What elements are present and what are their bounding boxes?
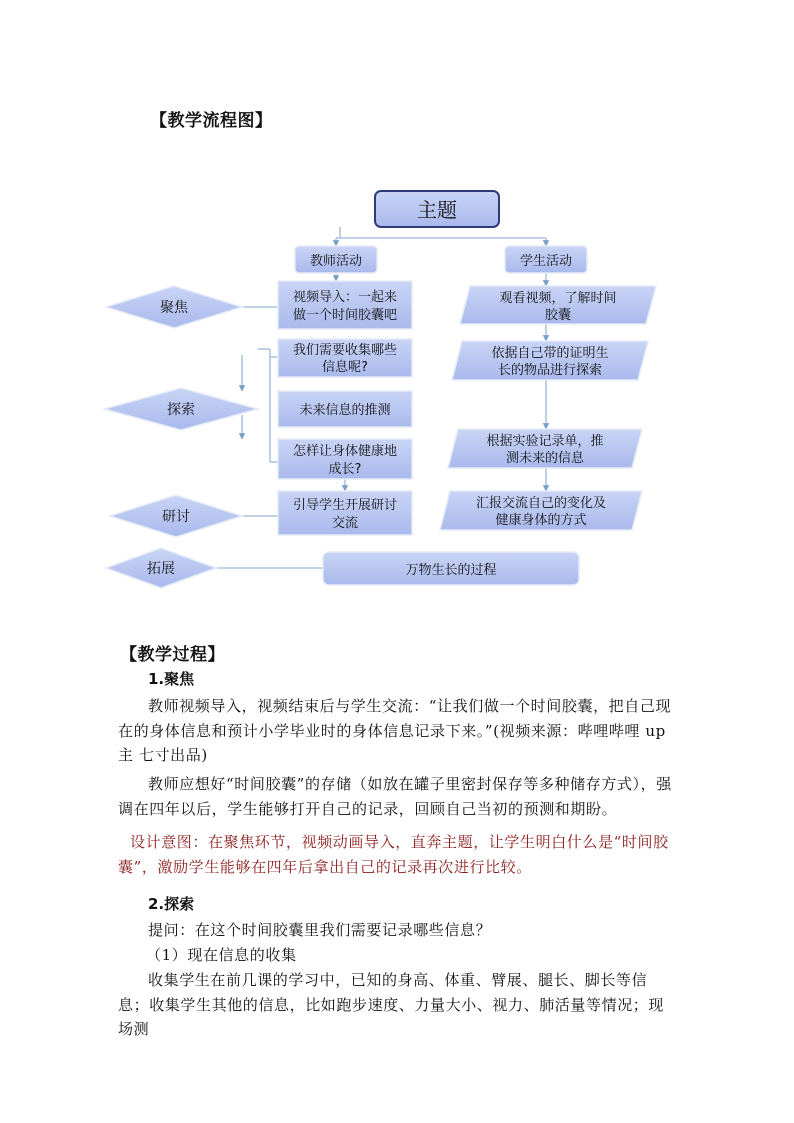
teacher-step-text: 引导学生开展研讨 xyxy=(292,498,398,513)
teacher-header-label: 教师活动 xyxy=(309,254,363,269)
stage-discuss-label: 研讨 xyxy=(162,509,190,525)
flow-section-title: 【教学流程图】 xyxy=(150,111,273,131)
explore-question: 提问：在这个时间胶囊里我们需要记录哪些信息？ xyxy=(148,921,492,939)
student-step-text: 依据自己带的证明生 xyxy=(491,346,609,361)
student-step-text: 根据实验记录单，推 xyxy=(486,434,604,449)
topic-label: 主题 xyxy=(417,198,457,222)
stage-explore-label: 探索 xyxy=(167,402,195,418)
student-header-label: 学生活动 xyxy=(519,254,573,269)
teacher-step-text: 我们需要收集哪些 xyxy=(292,343,398,358)
focus-design-intent: 设计意图：在聚焦环节，视频动画导入，直奔主题，让学生明白什么是“时间胶囊”，激励学生能够在四年后拿出自己的记录再次进行比较。 xyxy=(118,833,669,876)
stage-focus-label: 聚焦 xyxy=(160,300,188,316)
teacher-step-text: 怎样让身体健康地 xyxy=(292,444,398,459)
focus-paragraph-2: 教师应想好“时间胶囊”的存储（如放在罐子里密封保存等多种储存方式），强调在四年以后，学生能够打开自己的记录，回顾自己当初的预测和期盼。 xyxy=(118,775,672,818)
extension-label: 万物生长的过程 xyxy=(405,563,497,578)
student-step-text: 健康身体的方式 xyxy=(495,513,587,528)
teacher-step-text: 未来信息的推测 xyxy=(299,403,391,418)
teacher-step-text: 交流 xyxy=(331,516,359,531)
process-section-title: 【教学过程】 xyxy=(120,645,225,665)
explore-heading: 2.探索 xyxy=(148,895,195,913)
teacher-step-text: 做一个时间胶囊吧 xyxy=(292,308,398,323)
focus-heading: 1.聚焦 xyxy=(148,670,195,688)
explore-sub-heading: （1）现在信息的收集 xyxy=(146,946,297,964)
student-step-text: 长的物品进行探索 xyxy=(497,363,603,378)
focus-paragraph-1: 教师视频导入，视频结束后与学生交流：“让我们做一个时间胶囊，把自己现在的身体信息和预计小学毕业时的身体信息记录下来。”(视频来源：哔哩哔哩 up 主 七寸出品) xyxy=(118,697,672,764)
stage-extend-label: 拓展 xyxy=(147,561,175,577)
student-step-text: 观看视频，了解时间 xyxy=(499,291,617,306)
student-step-text: 胶囊 xyxy=(544,308,572,323)
teacher-step-text: 成长? xyxy=(328,462,362,477)
explore-paragraph-1: 收集学生在前几课的学习中，已知的身高、体重、臂展、腿长、脚长等信息；收集学生其他的信息，比如跑步速度、力量大小、视力、肺活量等情况；现场测 xyxy=(118,971,665,1038)
teacher-step-text: 信息呢? xyxy=(322,360,368,375)
student-step-text: 汇报交流自己的变化及 xyxy=(475,496,607,511)
teaching-flowchart xyxy=(100,180,617,600)
teacher-step-text: 视频导入：一起来 xyxy=(292,290,398,305)
student-step-text: 测未来的信息 xyxy=(505,451,585,466)
